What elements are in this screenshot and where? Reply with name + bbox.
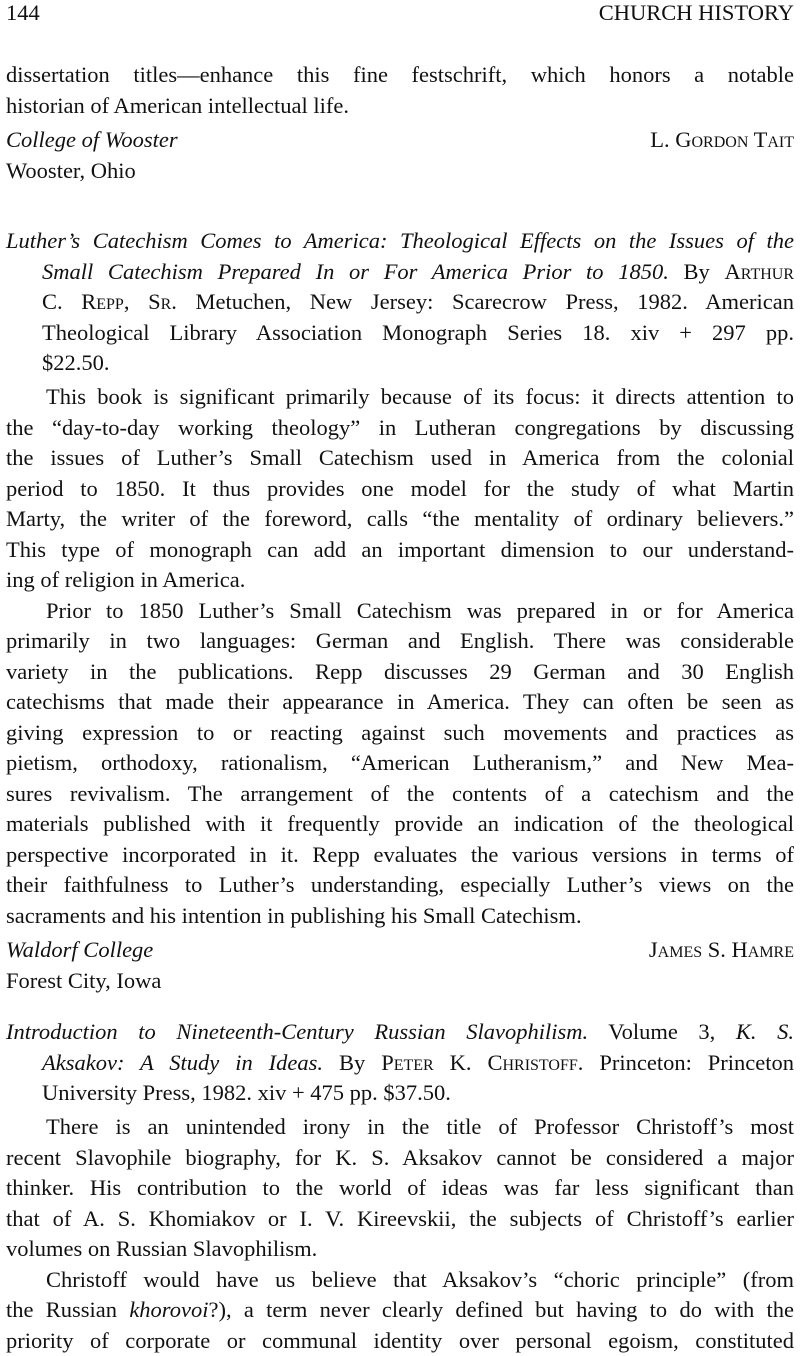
journal-title: CHURCH HISTORY xyxy=(599,0,794,26)
page-number: 144 xyxy=(6,0,40,26)
reviewer-name: L. Gordon Tait xyxy=(650,125,794,156)
review-citation xyxy=(6,226,794,379)
text-line: the “day-to-day working theology” in Lutheran congregations by discussing xyxy=(6,413,794,444)
previous-review-ending xyxy=(6,60,794,186)
text-line: perspective incorporated in it. Repp evaluates the various versions in terms of xyxy=(6,840,794,871)
text-line: pietism, orthodoxy, rationalism, “American Lutheranism,” and New Mea- xyxy=(6,748,794,779)
text-line: period to 1850. It thus provides one model for the study of what Martin xyxy=(6,474,794,505)
text-line: This book is significant primarily because of its focus: it directs attention to xyxy=(6,382,794,413)
paragraph xyxy=(6,1112,794,1265)
book-author: Arthur xyxy=(724,259,794,284)
text-line: There is an unintended irony in the title of Professor Christoff’s most xyxy=(6,1112,794,1143)
review-body xyxy=(6,382,794,996)
text-line: that of A. S. Khomiakov or I. V. Kireevskii, the subjects of Christoff’s earlier xyxy=(6,1204,794,1235)
text-line: the Russian khorovoi?), a term never clearly defined but having to do with the xyxy=(6,1295,794,1326)
book-subtitle: Aksakov: A Study in Ideas. xyxy=(42,1050,323,1075)
text-line: Marty, the writer of the foreword, calls “the mentality of ordinary believers.” xyxy=(6,504,794,535)
citation-line: Theological Library Association Monograph Series 18. xiv + 297 pp. xyxy=(6,318,794,349)
text-line: volumes on Russian Slavophilism. xyxy=(6,1234,794,1265)
text-line: catechisms that made their appearance in America. They can often be seen as xyxy=(6,687,794,718)
reviewer-location: Wooster, Ohio xyxy=(6,156,794,187)
text-line: sures revivalism. The arrangement of the contents of a catechism and the xyxy=(6,779,794,810)
book-price: $22.50. xyxy=(6,348,794,379)
text-line: This type of monograph can add an important dimension to our understand- xyxy=(6,535,794,566)
paragraph xyxy=(6,596,794,932)
publication-info: Princeton: Princeton xyxy=(583,1050,794,1075)
paragraph xyxy=(6,1265,794,1356)
text-line: ing of religion in America. xyxy=(6,565,794,596)
book-author: Peter K. Christoff. xyxy=(381,1050,583,1075)
reviewer-name: James S. Hamre xyxy=(649,935,794,966)
reviewer-institution: Waldorf College xyxy=(6,935,153,966)
text-line: dissertation titles—enhance this fine festschrift, which honors a notable xyxy=(6,60,794,91)
text-line: giving expression to or reacting against such movements and practices as xyxy=(6,718,794,749)
reviewer-institution: College of Wooster xyxy=(6,125,178,156)
book-title: Small Catechism Prepared In or For America Prior to 1850. xyxy=(42,259,669,284)
reviewer-location: Forest City, Iowa xyxy=(6,966,794,997)
citation-line: Small Catechism Prepared In or For America Prior to 1850. By Arthur xyxy=(6,257,794,288)
text-line: their faithfulness to Luther’s understanding, especially Luther’s views on the xyxy=(6,870,794,901)
text-line: thinker. His contribution to the world of ideas was far less significant than xyxy=(6,1173,794,1204)
paragraph xyxy=(6,382,794,596)
russian-term: khorovoi xyxy=(129,1297,208,1322)
text-line: variety in the publications. Repp discusses 29 German and 30 English xyxy=(6,657,794,688)
text-line: Prior to 1850 Luther’s Small Catechism was prepared in or for America xyxy=(6,596,794,627)
text-line: primarily in two languages: German and English. There was considerable xyxy=(6,626,794,657)
signature-row xyxy=(6,935,794,966)
signature-row xyxy=(6,125,794,156)
book-title: Luther’s Catechism Comes to America: Theological Effects on the Issues of the xyxy=(6,226,794,257)
citation-line: Aksakov: A Study in Ideas. By Peter K. Christoff. Princeton: Princeton xyxy=(6,1048,794,1079)
text-line: recent Slavophile biography, for K. S. Aksakov cannot be considered a major xyxy=(6,1143,794,1174)
review-citation xyxy=(6,1017,794,1109)
review-body xyxy=(6,1112,794,1356)
running-head xyxy=(6,0,794,30)
book-author: C. Repp, Sr. xyxy=(42,289,177,314)
citation-line: Introduction to Nineteenth-Century Russian Slavophilism. Volume 3, K. S. xyxy=(6,1017,794,1048)
text-line: sacraments and his intention in publishing his Small Catechism. xyxy=(6,901,794,932)
book-title: Introduction to Nineteenth-Century Russian Slavophilism. xyxy=(6,1019,588,1044)
citation-line xyxy=(6,287,794,318)
text-line: the issues of Luther’s Small Catechism used in America from the colonial xyxy=(6,443,794,474)
book-subtitle: K. S. xyxy=(736,1019,794,1044)
text-line: historian of American intellectual life. xyxy=(6,91,794,122)
text-line: priority of corporate or communal identity over personal egoism, constituted xyxy=(6,1326,794,1356)
text-line: Christoff would have us believe that Aksakov’s “choric principle” (from xyxy=(6,1265,794,1296)
text-line: materials published with it frequently provide an indication of the theological xyxy=(6,809,794,840)
publication-info: Metuchen, New Jersey: Scarecrow Press, 1982. American xyxy=(177,289,794,314)
publication-info: University Press, 1982. xiv + 475 pp. $37.50. xyxy=(6,1078,794,1109)
